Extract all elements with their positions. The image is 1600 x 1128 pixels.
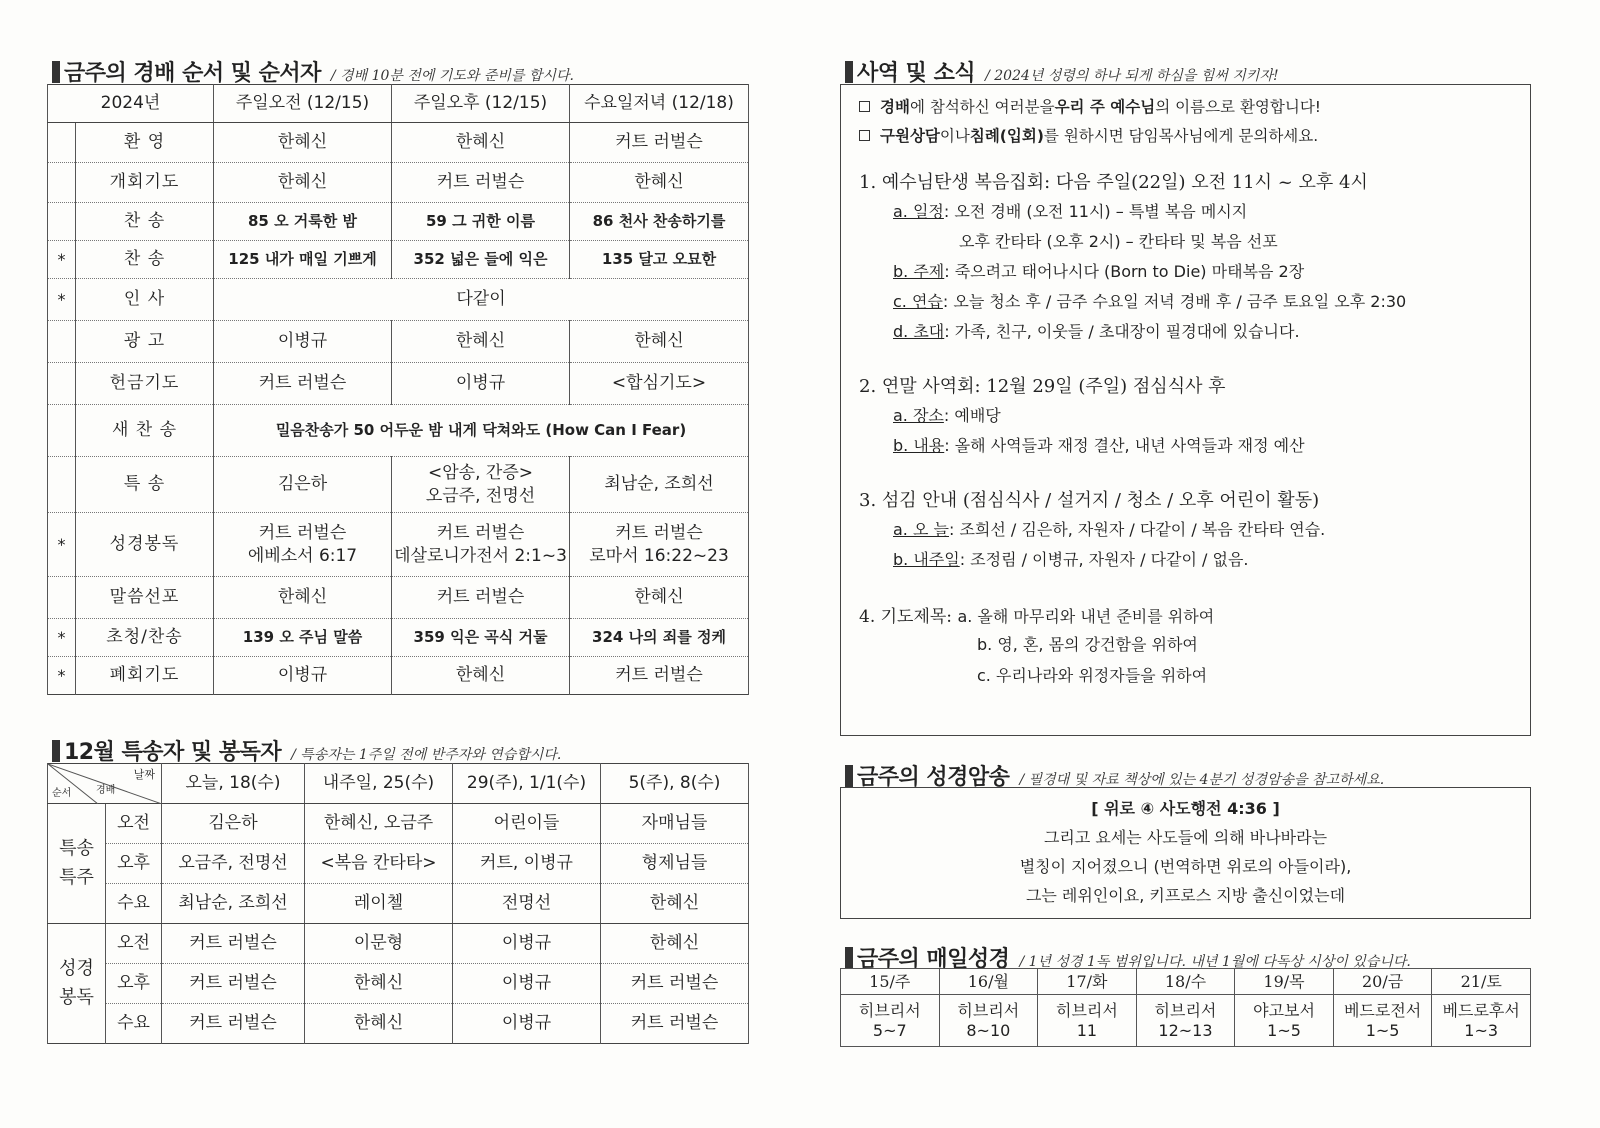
cell [392, 513, 570, 577]
table-row [48, 619, 749, 657]
news-line [893, 517, 1512, 540]
cell: 김은하 [214, 457, 392, 513]
table-row [48, 924, 749, 964]
table-row [48, 884, 749, 924]
cell: 이병규 [392, 363, 570, 405]
cell [214, 513, 392, 577]
cell: 커트 러벌슨 [601, 964, 749, 1004]
prayer-item: b. 영, 혼, 몸의 강건함을 위하여 [977, 635, 1198, 654]
row-label: 새 찬 송 [76, 405, 214, 457]
star-mark: * [48, 513, 76, 577]
cell: <복음 칸타타> [305, 844, 453, 884]
news-line [893, 199, 1512, 222]
news-line [893, 289, 1512, 312]
table-row [48, 657, 749, 695]
cell: 커트 러벌슨 [162, 924, 305, 964]
reading-cell [939, 995, 1038, 1047]
reading-range: 1~3 [1464, 1020, 1499, 1040]
news-line-label: b. 내주일 [893, 550, 960, 569]
star-mark [48, 123, 76, 163]
welcome-text: 에 참석하신 여러분을 [909, 98, 1055, 116]
cell: 커트 러벌슨 [392, 163, 570, 203]
service-label: 수요 [106, 1004, 162, 1044]
welcome-bold: 침례(입회) [969, 127, 1044, 145]
cell: 커트 러벌슨 [570, 657, 749, 695]
header-sunday-pm: 주일오후 (12/15) [392, 85, 570, 123]
section-bar-icon [52, 740, 60, 762]
cell: 한혜신 [392, 123, 570, 163]
news-line [893, 259, 1512, 282]
star-mark: * [48, 657, 76, 695]
row-label: 인 사 [76, 279, 214, 321]
reading-book: 베드로전서 [1343, 1000, 1422, 1020]
reading-book: 히브리서 [858, 1000, 921, 1020]
header-year: 2024년 [48, 85, 214, 123]
cell: 커트 러벌슨 [601, 1004, 749, 1044]
news-item-3 [859, 486, 1512, 570]
news-item-head: 2. 연말 사역회: 12월 29일 (주일) 점심식사 후 [859, 376, 1226, 397]
day-header: 18/수 [1136, 969, 1235, 995]
daily-section-subtitle: / 1년 성경 1독 범위입니다. 내년 1월에 다독상 시상이 있습니다. [1019, 954, 1411, 970]
news-line-label: d. 초대 [893, 322, 945, 341]
row-label: 찬 송 [76, 241, 214, 279]
prayer-head: 4. 기도제목: [859, 607, 953, 627]
daily-reading-row [841, 995, 1531, 1047]
day-header: 15/주 [841, 969, 940, 995]
reading-book: 야고보서 [1253, 1000, 1315, 1020]
hymn-cell: 86 천사 찬송하기를 [570, 203, 749, 241]
hymn-cell: 85 오 거룩한 밤 [214, 203, 392, 241]
cell: 형제님들 [601, 844, 749, 884]
special-table [47, 763, 749, 1044]
cell: 이병규 [214, 657, 392, 695]
order-table [47, 84, 749, 695]
corner-order-label: 순서 [52, 787, 72, 799]
order-section-title: 금주의 경배 순서 및 순서자 [64, 61, 321, 86]
cell: 이병규 [453, 1004, 601, 1044]
table-row [48, 279, 749, 321]
day-header: 17/화 [1038, 969, 1137, 995]
news-section-subtitle: / 2024년 성령의 하나 되게 하심을 힘써 지키자! [985, 68, 1279, 84]
reading-range: 1~5 [1365, 1020, 1400, 1040]
special-section-header [52, 735, 561, 766]
cell: 이병규 [453, 964, 601, 1004]
table-row [48, 405, 749, 457]
verse-reference: [ 위로 ④ 사도행전 4:36 ] [1091, 799, 1280, 818]
hymn-cell: 359 익은 곡식 거둘 [392, 619, 570, 657]
table-row [48, 163, 749, 203]
cell-line: 에베소서 6:17 [247, 545, 358, 566]
news-section-header [845, 56, 1279, 87]
reading-cell [1333, 995, 1432, 1047]
news-line-text: : 올해 사역들과 재정 결산, 내년 사역들과 재정 예산 [944, 436, 1305, 455]
section-bar-icon [52, 61, 60, 83]
table-row [48, 513, 749, 577]
cell: 한혜신 [601, 884, 749, 924]
reading-range: 12~13 [1158, 1020, 1213, 1040]
group-label-line: 특송 [59, 837, 94, 859]
memory-section-subtitle: / 필경대 및 자료 책상에 있는 4분기 성경암송을 참고하세요. [1019, 772, 1385, 788]
special-section-subtitle: / 특송자는 1주일 전에 반주자와 연습합시다. [291, 747, 562, 763]
cell-line: 로마서 16:22~23 [589, 545, 729, 566]
table-row [48, 457, 749, 513]
news-line-text: : 조희선 / 김은하, 자원자 / 다같이 / 복음 칸타타 연습. [948, 520, 1326, 539]
cell: 한혜신 [214, 163, 392, 203]
day-header: 16/월 [939, 969, 1038, 995]
reading-range: 11 [1076, 1020, 1098, 1040]
verse-line: 그는 레위인이요, 키프로스 지방 출신이었는데 [1025, 886, 1346, 905]
cell: 한혜신 [392, 657, 570, 695]
cell-line: 데살로니가전서 2:1~3 [394, 545, 567, 566]
checkbox-square-icon [859, 101, 870, 112]
daily-bible-table [840, 968, 1531, 1047]
verse-line: 그리고 요세는 사도들에 의해 바나바라는 [1043, 828, 1328, 847]
cell: 한혜신 [305, 1004, 453, 1044]
cell: 한혜신, 오금주 [305, 804, 453, 844]
special-section-title: 12월 특송자 및 봉독자 [64, 740, 282, 765]
welcome-bold: 우리 주 예수님 [1054, 98, 1156, 116]
reading-book: 베드로후서 [1442, 1000, 1520, 1020]
table-row [48, 804, 749, 844]
cell: 한혜신 [305, 964, 453, 1004]
news-line-text: : 오늘 청소 후 / 금주 수요일 저녁 경배 후 / 금주 토요일 오후 2:30 [942, 292, 1407, 311]
table-row [48, 321, 749, 363]
cell: 김은하 [162, 804, 305, 844]
table-row [48, 844, 749, 884]
reading-book: 히브리서 [1154, 1000, 1217, 1020]
new-hymn-cell: 밀음찬송가 50 어두운 밤 내게 닥쳐와도 (How Can I Fear) [214, 405, 749, 457]
star-mark: * [48, 279, 76, 321]
star-mark [48, 321, 76, 363]
row-label: 초청/찬송 [76, 619, 214, 657]
news-item-prayer [859, 602, 1512, 686]
news-item-2 [859, 372, 1512, 456]
cell: 이문형 [305, 924, 453, 964]
cell: 한혜신 [601, 924, 749, 964]
table-row [48, 1004, 749, 1044]
day-header: 20/금 [1333, 969, 1432, 995]
reading-cell [1432, 995, 1531, 1047]
prayer-head-line [859, 602, 1512, 627]
star-mark [48, 457, 76, 513]
news-item-1 [859, 168, 1512, 342]
date-header: 내주일, 25(수) [305, 764, 453, 804]
cell: 커트, 이병규 [453, 844, 601, 884]
welcome-text: 를 원하시면 담임목사님에게 문의하세요. [1043, 127, 1319, 145]
row-label: 찬 송 [76, 203, 214, 241]
cell-line: 커트 러벌슨 [258, 522, 347, 543]
hymn-cell: 324 나의 죄를 정케 [570, 619, 749, 657]
cell-line: 오금주, 전명선 [425, 485, 536, 506]
row-label: 말씀선포 [76, 577, 214, 619]
header-sunday-am: 주일오전 (12/15) [214, 85, 392, 123]
cell [392, 457, 570, 513]
reading-cell [1136, 995, 1235, 1047]
corner-date-label: 날짜 [133, 768, 155, 781]
star-mark: * [48, 241, 76, 279]
news-item-head: 1. 예수님탄생 복음집회: 다음 주일(22일) 오전 11시 ~ 오후 4시 [859, 172, 1368, 193]
cell: 한혜신 [392, 321, 570, 363]
memory-verse-box [840, 787, 1531, 919]
news-line [893, 319, 1512, 342]
table-row [48, 577, 749, 619]
merged-cell: 다같이 [214, 279, 749, 321]
section-bar-icon [845, 765, 853, 787]
order-section-subtitle: / 경배 10분 전에 기도와 준비를 합시다. [330, 68, 574, 84]
service-label: 오전 [106, 804, 162, 844]
group-label-line: 특주 [59, 866, 94, 888]
date-header: 29(주), 1/1(수) [453, 764, 601, 804]
hymn-cell: 352 넓은 들에 익은 [392, 241, 570, 279]
news-section-title: 사역 및 소식 [857, 61, 976, 86]
prayer-item: a. 올해 마무리와 내년 준비를 위하여 [957, 607, 1215, 626]
cell: 최남순, 조희선 [162, 884, 305, 924]
welcome-line-2 [859, 124, 1512, 146]
service-label: 오전 [106, 924, 162, 964]
welcome-text: 이나 [939, 127, 970, 145]
news-line [893, 547, 1512, 570]
cell: 이병규 [453, 924, 601, 964]
star-mark: * [48, 619, 76, 657]
group-label-special [48, 804, 106, 924]
cell: 자매님들 [601, 804, 749, 844]
memory-section-title: 금주의 성경암송 [857, 765, 1010, 790]
date-header: 오늘, 18(수) [162, 764, 305, 804]
hymn-cell: 139 오 주님 말씀 [214, 619, 392, 657]
reading-book: 히브리서 [1055, 1000, 1118, 1020]
cell: 오금주, 전명선 [162, 844, 305, 884]
news-line-label: a. 장소 [893, 406, 944, 425]
group-label-reading [48, 924, 106, 1044]
table-row [48, 363, 749, 405]
star-mark [48, 577, 76, 619]
cell: 한혜신 [214, 577, 392, 619]
day-header: 21/토 [1432, 969, 1531, 995]
row-label: 환 영 [76, 123, 214, 163]
cell: 한혜신 [570, 577, 749, 619]
table-row [48, 241, 749, 279]
table-row [48, 123, 749, 163]
date-header: 5(주), 8(수) [601, 764, 749, 804]
cell: 커트 러벌슨 [214, 363, 392, 405]
news-line [959, 229, 1512, 252]
news-line-text: : 죽으려고 태어나시다 (Born to Die) 마태복음 2장 [944, 262, 1305, 281]
cell: 한혜신 [570, 321, 749, 363]
cell: 커트 러벌슨 [570, 123, 749, 163]
service-label: 오후 [106, 964, 162, 1004]
cell: 커트 러벌슨 [162, 1004, 305, 1044]
reading-range: 5~7 [872, 1020, 907, 1040]
reading-range: 8~10 [966, 1020, 1011, 1040]
reading-cell [841, 995, 940, 1047]
corner-service-label: 경배 [96, 784, 116, 796]
cell: 한혜신 [214, 123, 392, 163]
news-line-label: b. 내용 [893, 436, 945, 455]
star-mark [48, 203, 76, 241]
cell: 전명선 [453, 884, 601, 924]
cell: 커트 러벌슨 [392, 577, 570, 619]
star-mark [48, 163, 76, 203]
reading-book: 히브리서 [957, 1000, 1020, 1020]
cell-line: 커트 러벌슨 [436, 522, 525, 543]
row-label: 광 고 [76, 321, 214, 363]
news-line-label: b. 주제 [893, 262, 945, 281]
news-line-text: : 예배당 [943, 406, 1001, 425]
section-bar-icon [845, 947, 853, 969]
welcome-bold: 경배 [880, 98, 910, 116]
cell: <합심기도> [570, 363, 749, 405]
news-line-text: 오후 칸타타 (오후 2시) – 칸타타 및 복음 선포 [959, 232, 1278, 251]
header-wednesday: 수요일저녁 (12/18) [570, 85, 749, 123]
news-item-head: 3. 섬김 안내 (점심식사 / 설거지 / 청소 / 오후 어린이 활동) [859, 490, 1320, 511]
table-row [48, 964, 749, 1004]
news-line-text: : 조정림 / 이병규, 자원자 / 다같이 / 없음. [959, 550, 1249, 569]
cell: 한혜신 [570, 163, 749, 203]
prayer-item: c. 우리나라와 위정자들을 위하여 [977, 666, 1208, 685]
news-line-text: : 오전 경배 (오전 11시) – 특별 복음 메시지 [943, 202, 1248, 221]
hymn-cell: 59 그 귀한 이름 [392, 203, 570, 241]
special-header-row [48, 764, 749, 804]
hymn-cell: 125 내가 매일 기쁘게 [214, 241, 392, 279]
cell: 이병규 [214, 321, 392, 363]
reading-cell [1235, 995, 1334, 1047]
day-header: 19/목 [1235, 969, 1334, 995]
checkbox-square-icon [859, 130, 870, 141]
daily-section-title: 금주의 매일성경 [857, 947, 1010, 972]
cell: 레이첼 [305, 884, 453, 924]
cell-line: <암송, 간증> [428, 462, 533, 483]
news-line [893, 433, 1512, 456]
welcome-bold: 구원상담 [880, 127, 940, 145]
row-label: 개회기도 [76, 163, 214, 203]
group-label-line: 성경 [59, 957, 94, 979]
news-line-label: c. 연습 [893, 292, 943, 311]
row-label: 특 송 [76, 457, 214, 513]
service-label: 수요 [106, 884, 162, 924]
row-label: 폐회기도 [76, 657, 214, 695]
cell-line: 커트 러벌슨 [615, 522, 703, 543]
cell: 커트 러벌슨 [162, 964, 305, 1004]
news-line [893, 403, 1512, 426]
welcome-line-1 [859, 95, 1512, 117]
cell [570, 513, 749, 577]
news-line-label: a. 일정 [893, 202, 944, 221]
reading-range: 1~5 [1267, 1020, 1301, 1040]
order-header-row [48, 85, 749, 123]
news-box [840, 84, 1531, 736]
row-label: 성경봉독 [76, 513, 214, 577]
news-line-label: a. 오 늘 [893, 520, 949, 539]
section-bar-icon [845, 61, 853, 83]
service-label: 오후 [106, 844, 162, 884]
table-row [48, 203, 749, 241]
welcome-text: 의 이름으로 환영합니다! [1155, 98, 1322, 116]
verse-line: 별칭이 지어졌으니 (번역하면 위로의 아들이라), [1019, 857, 1352, 876]
news-line-text: : 가족, 친구, 이웃들 / 초대장이 필경대에 있습니다. [944, 322, 1300, 341]
cell: 최남순, 조희선 [570, 457, 749, 513]
star-mark [48, 363, 76, 405]
star-mark [48, 405, 76, 457]
corner-header [48, 764, 162, 804]
group-label-line: 봉독 [59, 986, 94, 1008]
daily-header-row [841, 969, 1531, 995]
reading-cell [1038, 995, 1137, 1047]
row-label: 헌금기도 [76, 363, 214, 405]
order-section-header [52, 56, 574, 87]
cell: 어린이들 [453, 804, 601, 844]
hymn-cell: 135 달고 오묘한 [570, 241, 749, 279]
